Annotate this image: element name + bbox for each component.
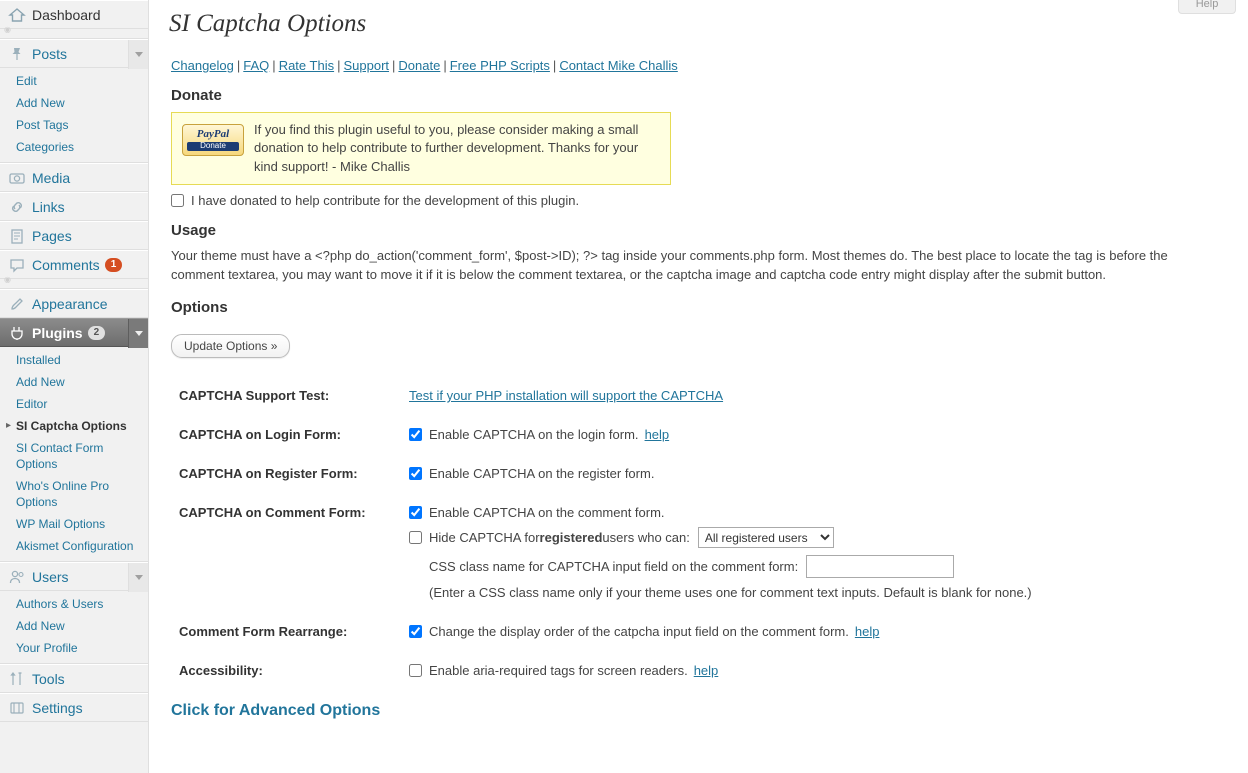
comments-count-badge: 1 (105, 258, 123, 272)
home-icon (8, 6, 26, 24)
submenu-posts (0, 68, 148, 163)
link-faq[interactable]: FAQ (243, 58, 270, 73)
hide-captcha-prefix: Hide CAPTCHA for (429, 530, 540, 546)
sidebar-item-users[interactable] (0, 562, 148, 591)
sidebar-item-tools[interactable] (0, 664, 148, 693)
link-separator: | (337, 58, 341, 73)
link-separator: | (236, 58, 241, 73)
sidebar-item-label: Posts (32, 45, 68, 62)
table-row-captcha-comment-form (171, 493, 1032, 612)
row-label: CAPTCHA on Register Form: (179, 466, 358, 482)
sidebar-separator (0, 279, 148, 289)
sidebar-item-links[interactable] (0, 192, 148, 221)
sidebar-item-si-captcha-options[interactable]: ▸ SI Captcha Options (0, 415, 148, 437)
comment-icon (8, 256, 26, 274)
sidebar-item-si-contact-form-options[interactable]: SI Contact Form Options (16, 441, 104, 471)
hide-captcha-suffix: users who can: (602, 530, 690, 546)
sidebar-item-your-profile[interactable]: Your Profile (16, 641, 78, 655)
comment-rearrange-label: Change the display order of the catpcha input field on the comment form. (429, 624, 849, 640)
aria-required-label: Enable aria-required tags for screen readers. (429, 663, 688, 679)
aria-required-checkbox[interactable] (409, 664, 422, 677)
sidebar-item-posts-add-new[interactable]: Add New (16, 96, 65, 110)
sidebar-item-post-tags[interactable]: Post Tags (16, 118, 69, 132)
main-content (149, 0, 1248, 773)
login-form-option (409, 427, 1032, 442)
sidebar-item-users-add-new[interactable]: Add New (16, 619, 65, 633)
sidebar-item-categories[interactable]: Categories (16, 140, 75, 154)
link-changelog[interactable]: Changelog (171, 58, 234, 73)
page-title: SI Captcha Options (169, 10, 367, 37)
link-free-php-scripts[interactable]: Free PHP Scripts (449, 58, 550, 73)
donated-checkbox[interactable] (171, 194, 184, 207)
link-donate[interactable]: Donate (398, 58, 441, 73)
sidebar-item-plugins-installed[interactable]: Installed (16, 353, 61, 367)
sidebar-item-akismet-configuration[interactable]: Akismet Configuration (16, 539, 134, 553)
page-icon (8, 227, 26, 245)
css-class-input[interactable] (806, 555, 954, 578)
hide-captcha-checkbox[interactable] (409, 531, 422, 544)
chevron-down-icon[interactable] (128, 40, 148, 69)
sidebar-item-plugins-add-new[interactable]: Add New (16, 375, 65, 389)
table-row-captcha-login-form (171, 415, 1032, 454)
accessibility-option (409, 663, 1032, 678)
row-label: Comment Form Rearrange: (179, 624, 348, 640)
sidebar-item-label: Media (32, 169, 71, 186)
admin-sidebar (0, 0, 149, 773)
sidebar-item-label: Appearance (32, 295, 108, 312)
css-class-option (409, 555, 1032, 578)
sidebar-item-comments[interactable] (0, 250, 148, 279)
table-row-captcha-support-test (171, 376, 1032, 415)
enable-captcha-register-checkbox[interactable] (409, 467, 422, 480)
advanced-options-link[interactable]: Click for Advanced Options (171, 702, 381, 720)
sidebar-item-wp-mail-options[interactable]: WP Mail Options (16, 517, 106, 531)
sidebar-item-label: Settings (32, 699, 83, 716)
captcha-support-test-link[interactable]: Test if your PHP installation will support the CAPTCHA (409, 388, 724, 404)
css-class-note: (Enter a CSS class name only if your theme uses one for comment text inputs. Default is blank for none.) (429, 585, 1032, 601)
donate-box (171, 112, 671, 185)
options-table (171, 376, 1032, 690)
paypal-logo-text: PayPal (196, 128, 230, 140)
sidebar-item-label: Comments (32, 256, 100, 273)
paypal-donate-label: Donate (187, 142, 239, 151)
donated-checkbox-label: I have donated to help contribute for the development of this plugin. (191, 193, 580, 209)
enable-captcha-comment-checkbox[interactable] (409, 506, 422, 519)
plugins-count-badge: 2 (88, 326, 106, 340)
table-row-captcha-register-form (171, 454, 1032, 493)
comment-rearrange-checkbox[interactable] (409, 625, 422, 638)
paypal-donate-button[interactable] (182, 124, 244, 156)
sidebar-item-media[interactable] (0, 163, 148, 192)
table-row-accessibility (171, 651, 1032, 690)
row-label: CAPTCHA on Login Form: (179, 427, 341, 443)
help-link-login[interactable]: help (644, 427, 670, 443)
link-contact-mike-challis[interactable]: Contact Mike Challis (559, 58, 678, 73)
hide-captcha-role-select[interactable] (698, 527, 834, 548)
comment-rearrange-option (409, 624, 1032, 639)
help-link-rearrange[interactable]: help (854, 624, 880, 640)
sidebar-item-label: Users (32, 568, 69, 585)
donated-checkbox-row (171, 193, 1228, 208)
tools-icon (8, 670, 26, 688)
help-tab[interactable]: Help (1178, 0, 1236, 14)
users-icon (8, 568, 26, 586)
sidebar-item-posts[interactable] (0, 39, 148, 68)
sidebar-separator (0, 29, 148, 39)
sidebar-item-whos-online-pro-options[interactable]: Who's Online Pro Options (16, 479, 109, 509)
pin-icon (8, 45, 26, 63)
register-form-option (409, 466, 1032, 481)
sidebar-item-authors-and-users[interactable]: Authors & Users (16, 597, 104, 611)
update-options-button[interactable]: Update Options » (171, 334, 290, 358)
settings-icon (8, 699, 26, 717)
sidebar-item-label: Tools (32, 670, 65, 687)
enable-captcha-login-checkbox[interactable] (409, 428, 422, 441)
brush-icon (8, 295, 26, 313)
row-label: CAPTCHA on Comment Form: (179, 505, 366, 521)
usage-heading: Usage (171, 222, 217, 240)
enable-captcha-login-label: Enable CAPTCHA on the login form. (429, 427, 639, 443)
link-separator: | (392, 58, 396, 73)
chevron-down-icon[interactable] (128, 563, 148, 592)
sidebar-item-plugins[interactable] (0, 318, 148, 347)
row-label: Accessibility: (179, 663, 263, 679)
comment-form-option (409, 505, 1032, 520)
submenu-plugins (0, 347, 148, 562)
donate-heading: Donate (171, 87, 222, 104)
hide-captcha-option (409, 527, 1032, 548)
usage-text: Your theme must have a <?php do_action('comment_form', $post->ID); ?> tag inside your comments.php form. Most themes do. The best place to locate the tag is before the comment textarea, you may want to move it if it is below the comment textarea, or the captcha image and captcha code entry might display after the submit button. (171, 248, 1168, 283)
link-rate-this[interactable]: Rate This (278, 58, 335, 73)
row-label: CAPTCHA Support Test: (179, 388, 330, 404)
sidebar-item-posts-edit[interactable]: Edit (16, 74, 37, 88)
submenu-users (0, 591, 148, 664)
sidebar-item-label: Plugins (32, 324, 83, 341)
sidebar-item-label: Pages (32, 227, 72, 244)
sidebar-item-label: Links (32, 198, 65, 215)
link-support[interactable]: Support (343, 58, 390, 73)
css-class-label: CSS class name for CAPTCHA input field on the comment form: (429, 559, 799, 575)
plug-icon (8, 324, 26, 342)
options-heading: Options (171, 299, 228, 317)
enable-captcha-register-label: Enable CAPTCHA on the register form. (429, 466, 655, 482)
sidebar-item-settings[interactable] (0, 693, 148, 722)
sidebar-item-label: Dashboard (32, 6, 101, 23)
link-separator: | (272, 58, 276, 73)
enable-captcha-comment-label: Enable CAPTCHA on the comment form. (429, 505, 665, 521)
sidebar-item-dashboard[interactable] (0, 0, 148, 29)
table-row-comment-form-rearrange (171, 612, 1032, 651)
donate-text: If you find this plugin useful to you, please consider making a small donation to help contribute to further development. Thanks for your kind support! - Mike Challis (254, 122, 639, 174)
hide-captcha-strong: registered (539, 530, 603, 546)
camera-icon (8, 169, 26, 187)
sidebar-item-appearance[interactable] (0, 289, 148, 318)
sidebar-item-pages[interactable] (0, 221, 148, 250)
link-separator: | (443, 58, 447, 73)
chevron-down-icon[interactable] (128, 319, 148, 348)
link-icon (8, 198, 26, 216)
plugin-links-row (171, 58, 1228, 73)
link-separator: | (552, 58, 557, 73)
help-link-accessibility[interactable]: help (693, 663, 719, 679)
sidebar-item-plugins-editor[interactable]: Editor (16, 397, 48, 411)
